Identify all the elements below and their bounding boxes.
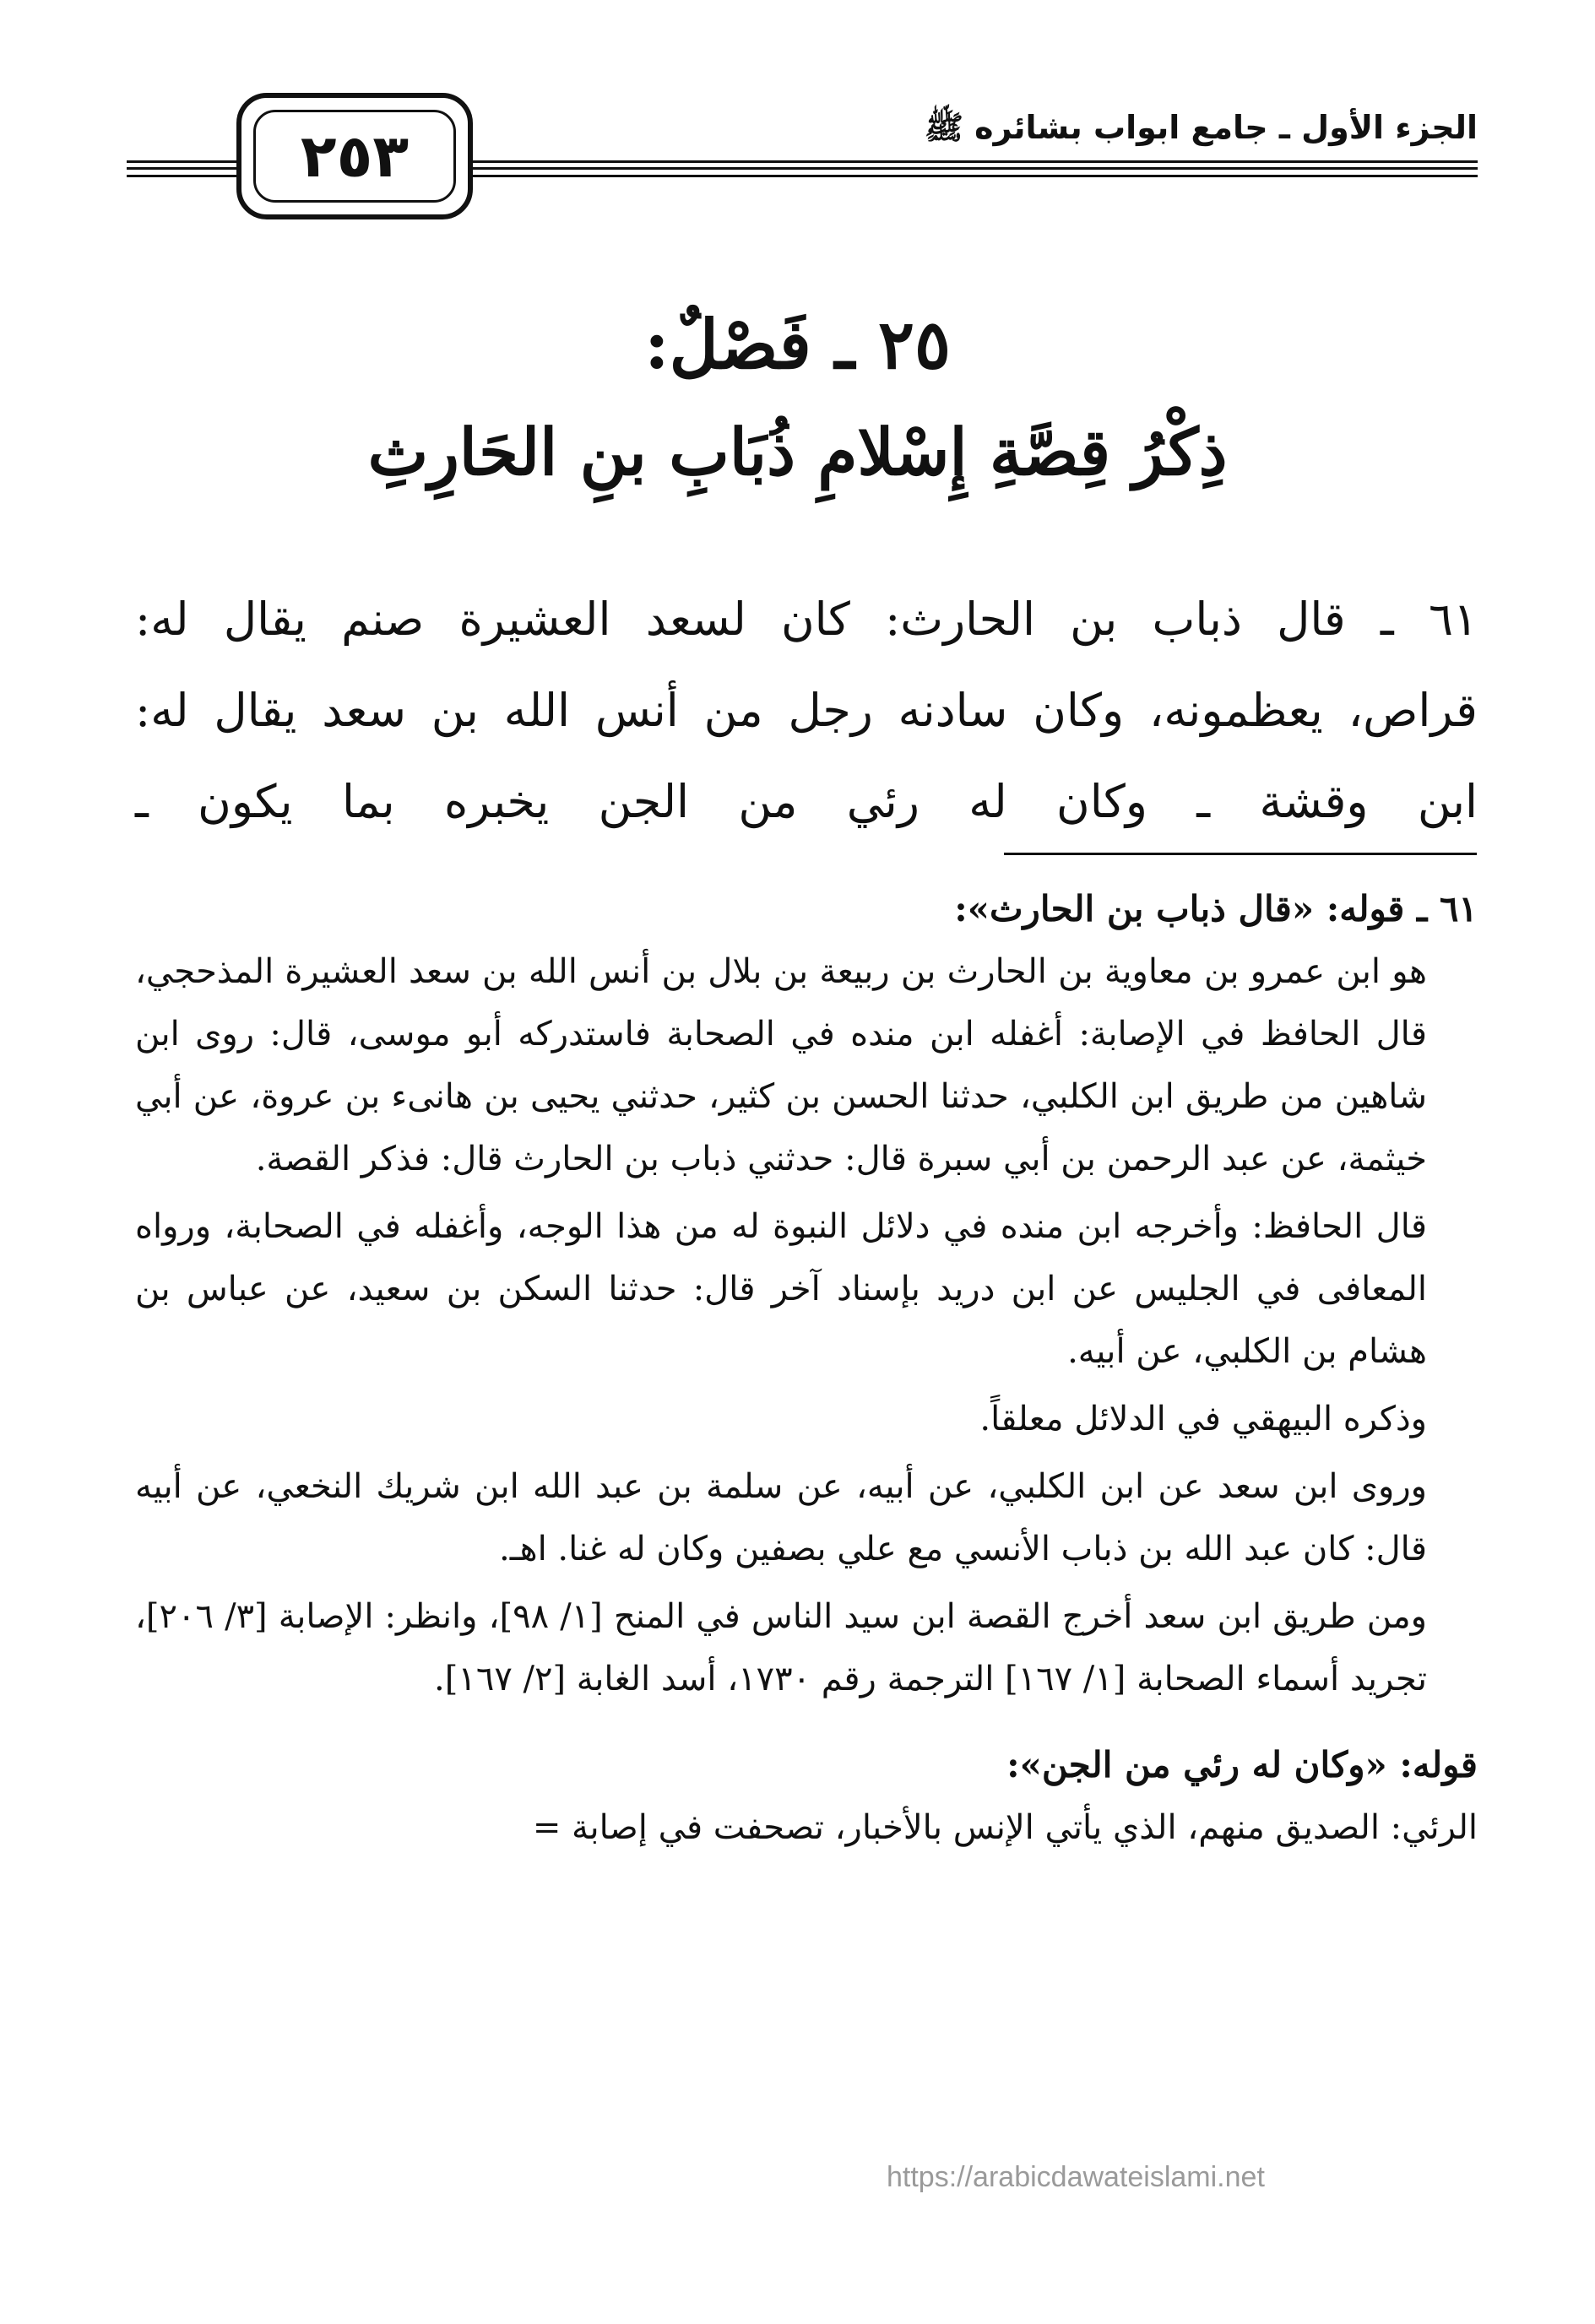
main-text [135,574,1478,848]
section-title: ذِكْرُ قِصَّةِ إِسْلامِ ذُبَابِ بنِ الحَارِثِ [367,414,1228,490]
section-number-heading: ٢٥ ـ فَصْلٌ: [644,305,951,384]
main-text-line: قراص، يعظمونه، وكان سادنه رجل من أنس الله بن سعد يقال له: [135,684,1478,737]
footnote-heading: ٦١ ـ قوله: «قال ذباب بن الحارث»: [954,888,1478,929]
footnote-paragraph: ومن طريق ابن سعد أخرج القصة ابن سيد الناس في المنح [١/ ٩٨]، وانظر: الإصابة [٣/ ٢٠٦]، تجريد أسماء الصحابة [١/ ١٦٧] الترجمة رقم ١٧٣٠، أسد الغابة [٢/ ١٦٧]. [135,1597,1427,1698]
page-number: ٢٥٣ [253,110,456,203]
running-header-title: الجزء الأول ـ جامع ابواب بشائره ﷺ [925,109,1478,146]
footnote-paragraph: هو ابن عمرو بن معاوية بن الحارث بن ربيعة بن بلال بن أنس الله بن سعد العشيرة المذحجي، قال الحافظ في الإصابة: أغفله ابن منده في الصحابة فاستدركه أبو موسى، قال: روى ابن شاهين من طريق ابن الكلبي، حدثنا الحسن بن كثير، حدثني يحيى بن هانىء بن عروة، عن أبي خيثمة، عن عبد الرحمن بن أبي سبرة قال: حدثني ذباب بن الحارث قال: فذكر القصة. [135,952,1427,1178]
footnote-paragraph: وذكره البيهقي في الدلائل معلقاً. [979,1400,1427,1438]
page-header [127,59,1478,219]
watermark-url: https://arabicdawateislami.net [887,2161,1265,2193]
footnote-paragraph: الرئي: الصديق منهم، الذي يأتي الإنس بالأخبار، تصحفت في إصابة = [532,1808,1478,1847]
page-number-frame [236,93,473,219]
main-text-line: ابن وقشة ـ وكان له رئي من الجن يخبره بما يكون ـ [135,775,1478,828]
footnote-paragraph: قال الحافظ: وأخرجه ابن منده في دلائل النبوة له من هذا الوجه، وأغفله في الصحابة، ورواه المعافى في الجليس عن ابن دريد بإسناد آخر قال: حدثنا السكن بن سعيد، عن عباس بن هشام بن الكلبي، عن أبيه. [135,1207,1427,1371]
footnote-paragraph: وروى ابن سعد عن ابن الكلبي، عن أبيه، عن سلمة بن عبد الله ابن شريك النخعي، عن أبيه قال: كان عبد الله بن ذباب الأنسي مع علي بصفين وكان له غنا. اهـ. [135,1467,1427,1568]
footnote-separator [1004,853,1477,855]
main-text-line: ٦١ ـ قال ذباب بن الحارث: كان لسعد العشيرة صنم يقال له: [135,593,1478,646]
footnotes [135,878,1478,1859]
footnote-heading: قوله: «وكان له رئي من الجن»: [1006,1744,1478,1785]
